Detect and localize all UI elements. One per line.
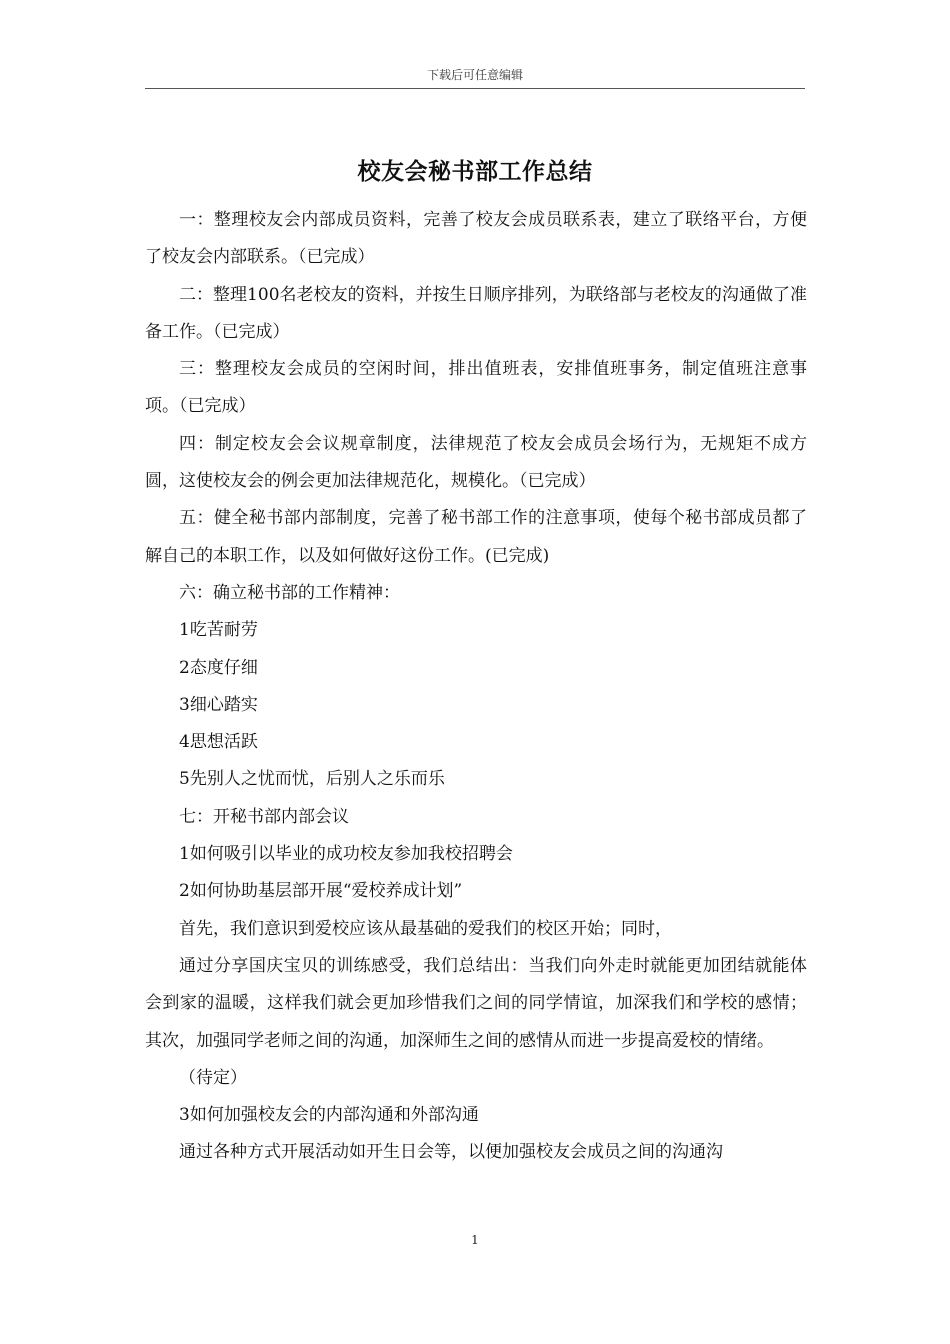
paragraph-4: 四：制定校友会会议规章制度，法律规范了校友会成员会场行为，无规矩不成方圆，这使校友会的例会更加法律规范化，规模化。（已完成） bbox=[145, 433, 807, 492]
list-item: 4思想活跃 bbox=[179, 732, 258, 753]
list-item: 1如何吸引以毕业的成功校友参加我校招聘会 bbox=[179, 844, 513, 865]
list-item: 2态度仔细 bbox=[179, 657, 258, 678]
paragraph-10: （待定） bbox=[179, 1067, 247, 1088]
paragraph-3: 三：整理校友会成员的空闲时间，排出值班表，安排值班事务，制定值班注意事项。（已完成） bbox=[145, 359, 807, 417]
page-header: 下载后可任意编辑 bbox=[426, 68, 523, 82]
document-title: 校友会秘书部工作总结 bbox=[357, 158, 593, 185]
paragraph-6: 六：确立秘书部的工作精神： bbox=[179, 582, 400, 603]
paragraph-7: 七：开秘书部内部会议 bbox=[179, 806, 349, 827]
paragraph-11: 通过各种方式开展活动如开生日会等，以便加强校友会成员之间的沟通沟 bbox=[179, 1142, 723, 1163]
paragraph-2: 二：整理100名老校友的资料，并按生日顺序排列，为联络部与老校友的沟通做了准备工作。（已完成） bbox=[145, 284, 807, 342]
paragraph-9: 通过分享国庆宝贝的训练感受，我们总结出：当我们向外走时就能更加团结就能体会到家的温暖，这样我们就会更加珍惜我们之间的同学情谊，加深我们和学校的感情；其次，加强同学老师之间的沟通，加深师生之间的感情从而进一步提高爱校的情绪。 bbox=[145, 955, 807, 1051]
list-item: 3如何加强校友会的内部沟通和外部沟通 bbox=[179, 1105, 479, 1126]
page-number: 1 bbox=[471, 1233, 479, 1247]
paragraph-1: 一：整理校友会内部成员资料，完善了校友会成员联系表，建立了联络平台，方便了校友会内部联系。（已完成） bbox=[145, 210, 807, 268]
list-item: 5先别人之忧而忧，后别人之乐而乐 bbox=[179, 769, 445, 790]
paragraph-8: 首先，我们意识到爱校应该从最基础的爱我们的校区开始；同时， bbox=[179, 918, 672, 939]
document-body bbox=[145, 202, 807, 1172]
header-divider bbox=[145, 88, 805, 89]
paragraph-5: 五：健全秘书部内部制度，完善了秘书部工作的注意事项，使每个秘书部成员都了解自己的本职工作，以及如何做好这份工作。(已完成) bbox=[145, 508, 807, 566]
list-item: 3细心踏实 bbox=[179, 694, 258, 715]
list-item: 1吃苦耐劳 bbox=[179, 620, 258, 641]
list-item: 2如何协助基层部开展“爱校养成计划” bbox=[179, 881, 463, 902]
